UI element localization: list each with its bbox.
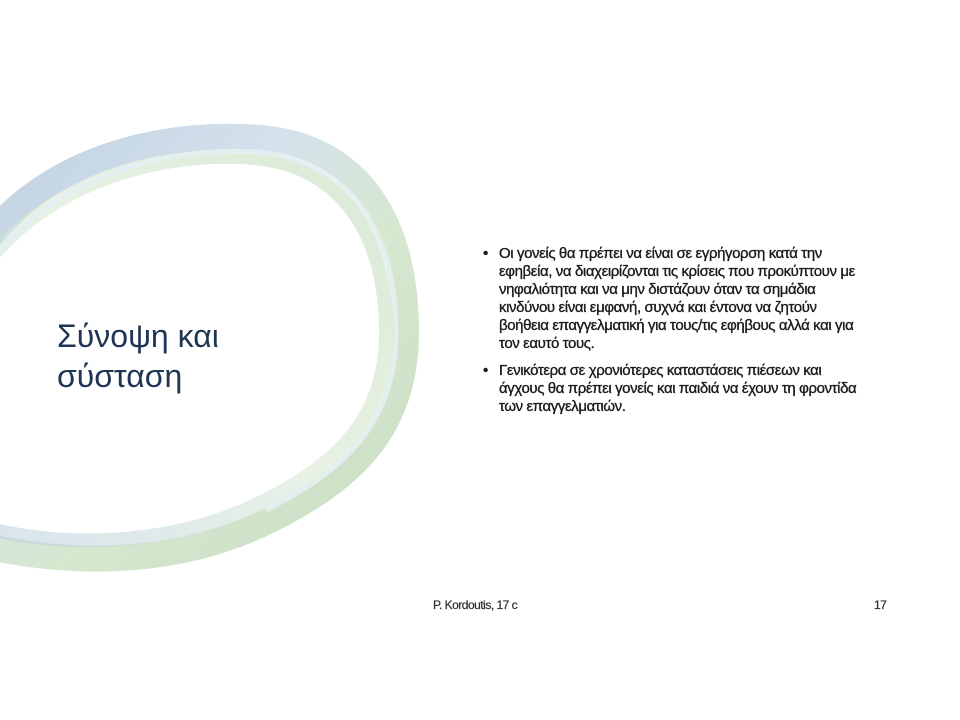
bullet-text: Οι γονείς θα πρέπει να είναι σε εγρήγορση κατά την εφηβεία, να διαχειρίζονται τις κρίσεις που προκύπτουν με νηφαλιότητα και να μην διστάζουν όταν τα σημάδια κινδύνου είναι εμφανή, συχνά και έντονα να ζητούν βοήθεια επαγγελματική για τους/τις εφήβους αλλά και για τον εαυτό τους. xyxy=(499,245,855,352)
bullet-item xyxy=(483,362,863,416)
footer-author: P. Kordoutis, 17 c xyxy=(433,598,518,612)
bullet-list xyxy=(483,245,863,425)
title-line-1: Σύνοψη και xyxy=(57,318,219,354)
bullet-dot-icon: • xyxy=(483,362,488,379)
slide-title xyxy=(57,316,317,396)
bullet-text: Γενικότερα σε χρονιότερες καταστάσεις πιέσεων και άγχους θα πρέπει γονείς και παιδιά να έχουν τη φροντίδα των επαγγελματιών. xyxy=(499,362,857,415)
bullet-dot-icon: • xyxy=(483,245,488,262)
title-line-2: σύσταση xyxy=(57,358,183,394)
page-number: 17 xyxy=(874,598,887,612)
bullet-item xyxy=(483,245,863,353)
